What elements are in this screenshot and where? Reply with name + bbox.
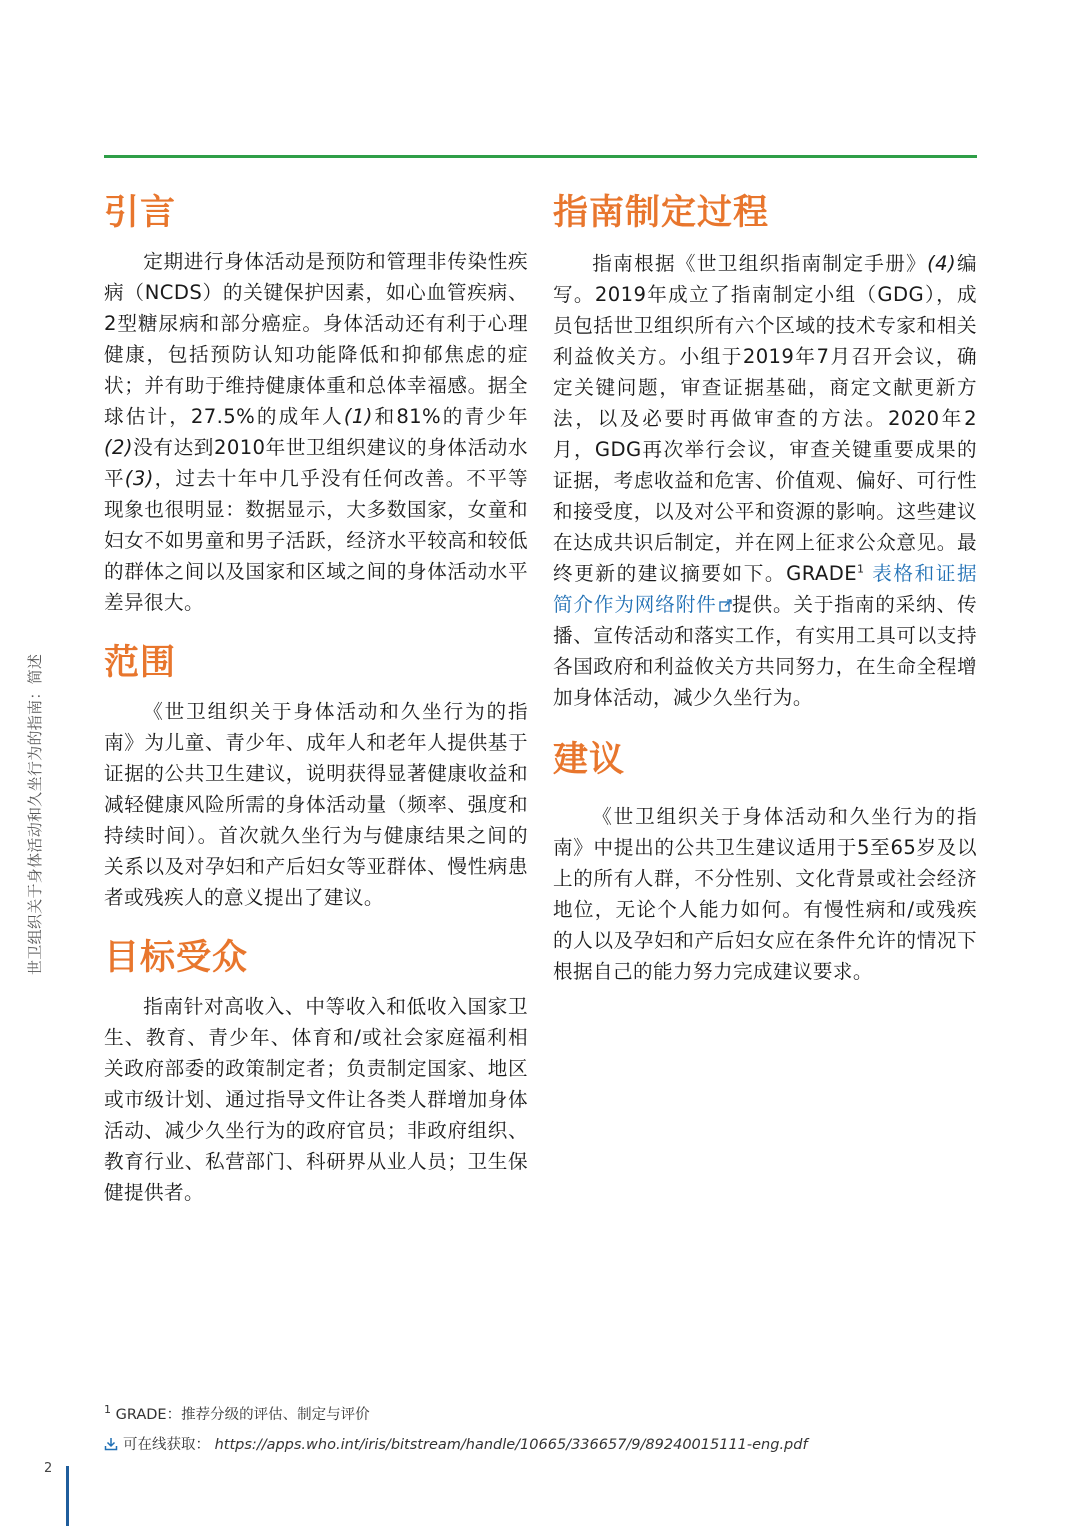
left-column xyxy=(104,188,528,1208)
online-availability xyxy=(104,1433,808,1454)
section-recommendations xyxy=(553,735,977,987)
side-running-title: 世卫组织关于身体活动和久坐行为的指南：简述 xyxy=(26,653,44,975)
right-column xyxy=(553,188,977,987)
web-annex-link-text[interactable]: 表格和证据简介作为网络附件 xyxy=(553,562,977,616)
heading-recommendations: 建议 xyxy=(553,740,626,780)
reference-1[interactable]: (1) xyxy=(343,405,373,428)
heading-introduction: 引言 xyxy=(104,193,177,233)
scope-paragraph: 《世卫组织关于身体活动和久坐行为的指南》为儿童、青少年、成年人和老年人提供基于证据的公共卫生建议，说明获得显著健康收益和减轻健康风险所需的身体活动量（频率、强度和持续时间）。首次就久坐行为与健康结果之间的关系以及对孕妇和产后妇女等亚群体、慢性病患者或残疾人的意义提出了建议。 xyxy=(104,700,528,909)
reference-4[interactable]: (4) xyxy=(927,252,957,275)
process-paragraph xyxy=(553,248,977,713)
heading-target-audience: 目标受众 xyxy=(104,938,249,978)
section-target-audience xyxy=(104,933,528,1208)
heading-scope: 范围 xyxy=(104,643,177,683)
section-guideline-process xyxy=(553,188,977,713)
footnote-text: GRADE：推荐分级的评估、制定与评价 xyxy=(115,1407,370,1423)
intro-text-1: 定期进行身体活动是预防和管理非传染性疾病（NCDS）的关键保护因素，如心血管疾病、2型糖尿病和部分癌症。身体活动还有利于心理健康，包括预防认知功能降低和抑郁焦虑的症状；并有助于维持健康体重和总体幸福感。据全球估计，27.5%的成年人 xyxy=(104,250,528,428)
reference-3[interactable]: (3) xyxy=(124,467,154,490)
process-text-3: 提供。关于指南的采纳、传播、宣传活动和落实工作，有实用工具可以支持各国政府和利益攸关方共同努力，在生命全程增加身体活动，减少久坐行为。 xyxy=(553,593,977,709)
intro-text-2: 和81%的青少年 xyxy=(372,405,529,428)
reference-2[interactable]: (2) xyxy=(104,436,133,459)
recommendations-paragraph: 《世卫组织关于身体活动和久坐行为的指南》中提出的公共卫生建议适用于5至65岁及以上的所有人群，不分性别、文化背景或社会经济地位，无论个人能力如何。有慢性病和/或残疾的人以及孕妇和产后妇女应在条件允许的情况下根据自己的能力努力完成建议要求。 xyxy=(553,805,977,983)
process-text-1: 指南根据《世卫组织指南制定手册》 xyxy=(592,252,928,275)
footnote-marker[interactable]: 1 xyxy=(857,562,865,576)
page-marker-bar xyxy=(66,1466,69,1526)
availability-label: 可在线获取： xyxy=(123,1437,210,1453)
intro-text-3: 没有达到2010年世卫组织建议的身体活动水平 xyxy=(104,436,528,490)
audience-paragraph: 指南针对高收入、中等收入和低收入国家卫生、教育、青少年、体育和/或社会家庭福利相关政府部委的政策制定者；负责制定国家、地区或市级计划、通过指导文件让各类人群增加身体活动、减少久坐行为的政府官员；非政府组织、教育行业、私营部门、科研界从业人员；卫生保健提供者。 xyxy=(104,995,528,1204)
section-scope xyxy=(104,638,528,913)
footnote-number: 1 xyxy=(104,1403,111,1417)
top-green-rule xyxy=(104,155,977,158)
intro-text-4: ，过去十年中几乎没有任何改善。不平等现象也很明显：数据显示，大多数国家，女童和妇女不如男童和男子活跃，经济水平较高和较低的群体之间以及国家和区域之间的身体活动水平差异很大。 xyxy=(104,467,528,614)
section-introduction xyxy=(104,188,528,618)
introduction-paragraph xyxy=(104,246,528,618)
page-number: 2 xyxy=(44,1461,53,1476)
download-icon[interactable] xyxy=(104,1437,118,1451)
availability-url[interactable]: https://apps.who.int/iris/bitstream/handle/10665/336657/9/89240015111-eng.pdf xyxy=(214,1437,808,1453)
footnote xyxy=(104,1403,370,1424)
process-text-2: 编写。2019年成立了指南制定小组（GDG），成员包括世卫组织所有六个区域的技术专家和相关利益攸关方。小组于2019年7月召开会议，确定关键问题，审查证据基础，商定文献更新方法，以及必要时再做审查的方法。2020年2月，GDG再次举行会议，审查关键重要成果的证据，考虑收益和危害、价值观、偏好、可行性和接受度，以及对公平和资源的影响。这些建议在达成共识后制定，并在网上征求公众意见。最终更新的建议摘要如下。GRADE xyxy=(553,252,977,585)
heading-guideline-process: 指南制定过程 xyxy=(553,193,770,233)
external-link-icon[interactable] xyxy=(719,599,732,612)
